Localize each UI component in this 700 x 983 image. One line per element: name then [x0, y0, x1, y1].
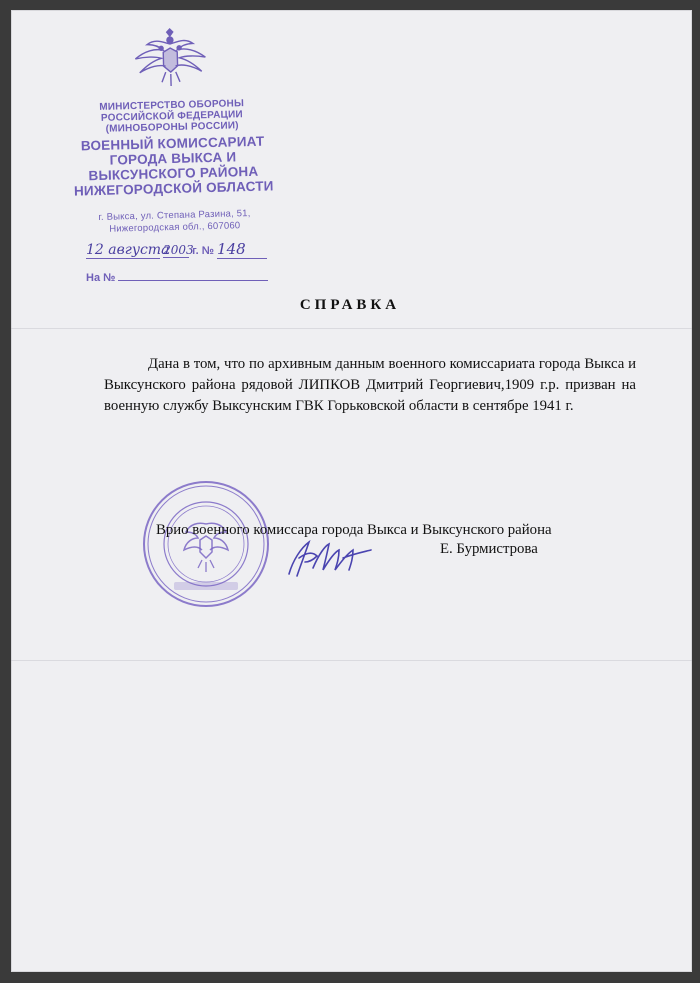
stamp-address-line: Нижегородская обл., 607060	[109, 220, 241, 235]
handwritten-signature	[283, 530, 373, 582]
stamp-line: (МИНОБОРОНЫ РОССИИ)	[105, 120, 239, 135]
stamp-line: ВЫКСУНСКОГО РАЙОНА	[88, 163, 259, 184]
year-suffix-label: г. №	[192, 245, 214, 257]
reference-label: На №	[86, 272, 116, 284]
document-title: СПРАВКА	[299, 297, 401, 313]
fold-line	[11, 660, 692, 661]
stamp-line: МИНИСТЕРСТВО ОБОРОНЫ	[99, 98, 245, 113]
handwritten-number: 148	[217, 240, 246, 258]
stamp-line: ВОЕННЫЙ КОМИССАРИАТ	[80, 133, 265, 154]
double-headed-eagle-icon	[125, 27, 217, 91]
document-body: Дана в том, что по архивным данным военного комиссариата города Выкса и Выксунского района рядовой ЛИПКОВ Дмитрий Георгиевич,1909 г.р. призван на военную службу Выксунским ГВК Горьковской области в сентябре 1941 г.	[104, 356, 636, 414]
handwritten-year: 2003	[163, 243, 194, 257]
official-round-seal	[140, 478, 272, 610]
handwritten-date: 12 августа	[86, 242, 170, 258]
signer-name: Е. Бурмистрова	[440, 541, 538, 557]
signer-position: Врио военного комиссара города Выкса и Выксунского района	[156, 522, 552, 538]
fold-line	[11, 328, 692, 329]
stamp-line: ГОРОДА ВЫКСА И	[109, 149, 237, 168]
reference-number-row	[86, 268, 268, 284]
stamp-line: НИЖЕГОРОДСКОЙ ОБЛАСТИ	[73, 178, 274, 199]
stamp-line: РОССИЙСКОЙ ФЕДЕРАЦИИ	[100, 109, 243, 124]
stamp-address-line: г. Выкса, ул. Степана Разина, 51,	[98, 207, 251, 223]
outgoing-number-row	[86, 240, 267, 259]
